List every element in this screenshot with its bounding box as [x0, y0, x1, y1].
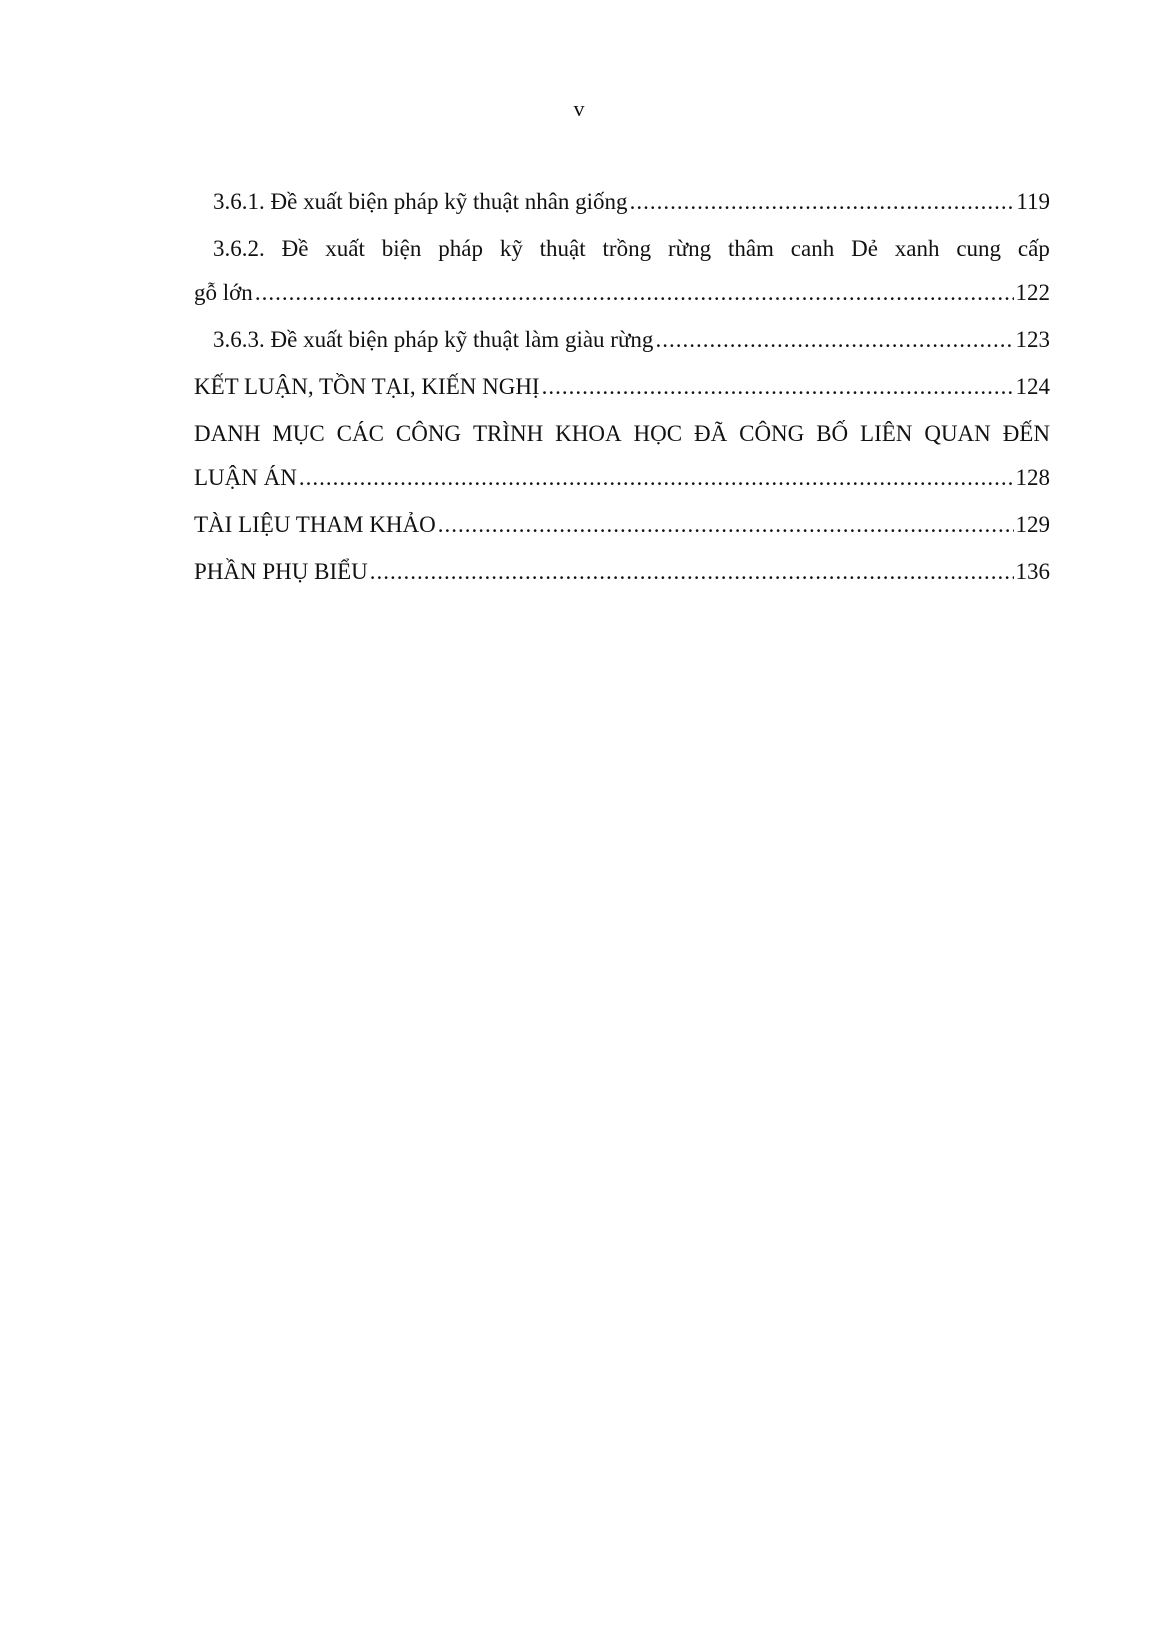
- toc-entry-page: 124: [1015, 374, 1050, 399]
- toc-entry-3-6-2[interactable]: [194, 235, 1050, 307]
- toc-entry-title-line-2: LUẬN ÁN ..... 128: [194, 464, 1050, 492]
- dot-leader: [255, 279, 1014, 307]
- page-number: v: [573, 96, 585, 121]
- dot-leader: [542, 373, 1014, 401]
- toc-entry-phan-phu-bieu[interactable]: [194, 558, 1050, 586]
- toc-entry-title: KẾT LUẬN, TỒN TẠI, KIẾN NGHỊ: [194, 374, 540, 399]
- toc-entry-danh-muc-cong-trinh[interactable]: [194, 420, 1050, 492]
- dot-leader: [630, 188, 1015, 216]
- table-of-contents: [194, 188, 1050, 605]
- toc-entry-title: 3.6.1. Đề xuất biện pháp kỹ thuật nhân giống: [213, 189, 628, 214]
- toc-entry-tai-lieu-tham-khao[interactable]: [194, 511, 1050, 539]
- toc-entry-page: 122: [1015, 280, 1050, 305]
- toc-entry-ket-luan[interactable]: [194, 373, 1050, 401]
- toc-entry-page: 128: [1015, 465, 1050, 490]
- dot-leader: [370, 558, 1014, 586]
- toc-entry-page: 136: [1015, 559, 1050, 584]
- toc-entry-page: 119: [1016, 189, 1050, 214]
- toc-entry-title-line-1: 3.6.2. Đề xuất biện pháp kỹ thuật trồng rừng thâm canh Dẻ xanh cung cấp: [213, 236, 1050, 261]
- toc-entry-3-6-3[interactable]: [194, 326, 1050, 354]
- dot-leader: [438, 511, 1014, 539]
- toc-entry-title: 3.6.3. Đề xuất biện pháp kỹ thuật làm giàu rừng: [213, 327, 654, 352]
- toc-entry-title: PHẦN PHỤ BIỂU: [194, 559, 368, 584]
- toc-entry-page: 123: [1015, 327, 1050, 352]
- dot-leader: [299, 464, 1014, 492]
- toc-entry-title-line-2: gỗ lớn ..... 122: [194, 279, 1050, 307]
- dot-leader: [655, 326, 1013, 354]
- toc-entry-title-line-1: DANH MỤC CÁC CÔNG TRÌNH KHOA HỌC ĐÃ CÔNG BỐ LIÊN QUAN ĐẾN: [194, 421, 1050, 446]
- toc-entry-title: TÀI LIỆU THAM KHẢO: [194, 512, 436, 537]
- toc-entry-page: 129: [1015, 512, 1050, 537]
- toc-entry-3-6-1[interactable]: [194, 188, 1050, 216]
